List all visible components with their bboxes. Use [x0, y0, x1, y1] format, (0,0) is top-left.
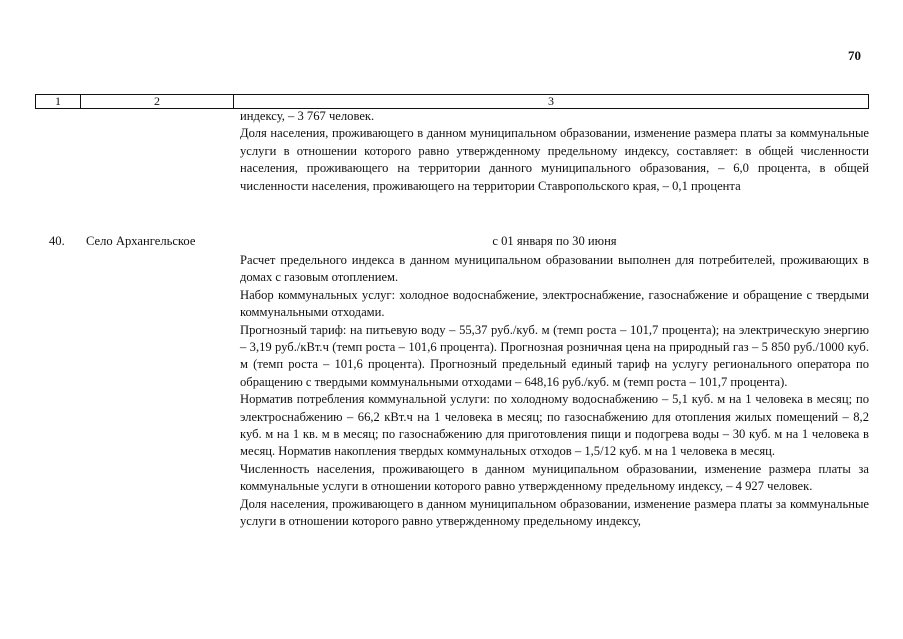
entry-paragraph: Расчет предельного индекса в данном муниципальном образовании выполнен для потребителей, проживающих в домах с газовым отоплением.: [240, 253, 869, 285]
entry-paragraph: Доля населения, проживающего в данном муниципальном образовании, изменение размера платы за коммунальные услуги в отношении которого равно утвержденному предельному индексу,: [240, 496, 869, 529]
entry-paragraph: Численность населения, проживающего в данном муниципальном образовании, изменение размера платы за коммунальные услуги в отношении которого равно утвержденному предельному индексу, – 4 927 человек.: [240, 461, 869, 494]
continuation-paragraph: индексу, – 3 767 человек.: [240, 109, 375, 123]
entry-number: 40.: [49, 234, 65, 248]
entry-period: с 01 января по 30 июня: [492, 234, 617, 248]
column-header-1: 1: [36, 95, 81, 108]
entry-description: [240, 252, 869, 531]
continuation-paragraph: Доля населения, проживающего в данном муниципальном образовании, изменение размера платы за коммунальные услуги в отношении которого равно утвержденному предельному индексу, составляет: в общей численности населения, проживающего на территории данного муниципального образования, – 6,0 процента, в общей численности населения, проживающего на территории Ставропольского края, – 0,1 процента: [240, 126, 869, 193]
continuation-text: [240, 108, 869, 195]
entry-paragraph: Прогнозный тариф: на питьевую воду – 55,37 руб./куб. м (темп роста – 101,7 процента); на электрическую энергию – 3,19 руб./кВт.ч (темп роста – 101,6 процента). Прогнозная розничная цена на природный газ – 5 850 руб./1000 куб. м (темп роста – 101,6 процента). Прогнозный предельный единый тариф на услугу регионального оператора по обращению с твердыми коммунальными отходами – 648,16 руб./куб. м (темп роста – 101,7 процента).: [240, 322, 869, 389]
entry-paragraph: Набор коммунальных услуг: холодное водоснабжение, электроснабжение, газоснабжение и обращение с твердыми коммунальными отходами.: [240, 287, 869, 320]
entry-paragraph: Норматив потребления коммунальной услуги: по холодному водоснабжению – 5,1 куб. м на 1 человека в месяц; по электроснабжению – 66,2 кВт.ч на 1 человека в месяц; по газоснабжению для отопления жилых помещений – 8,2 куб. м на 1 кв. м в месяц; по газоснабжению для приготовления пищи и подогрева воды – 30 куб. м на 1 человека в месяц. Норматив накопления твердых коммунальных отходов – 1,5/12 куб. м на 1 человека в месяц.: [240, 392, 869, 459]
page-number: 70: [848, 48, 861, 63]
column-header-3: 3: [548, 94, 554, 108]
column-header-2: 2: [81, 95, 234, 108]
table-header-row: [35, 94, 869, 109]
entry-name: Село Архангельское: [86, 234, 196, 248]
